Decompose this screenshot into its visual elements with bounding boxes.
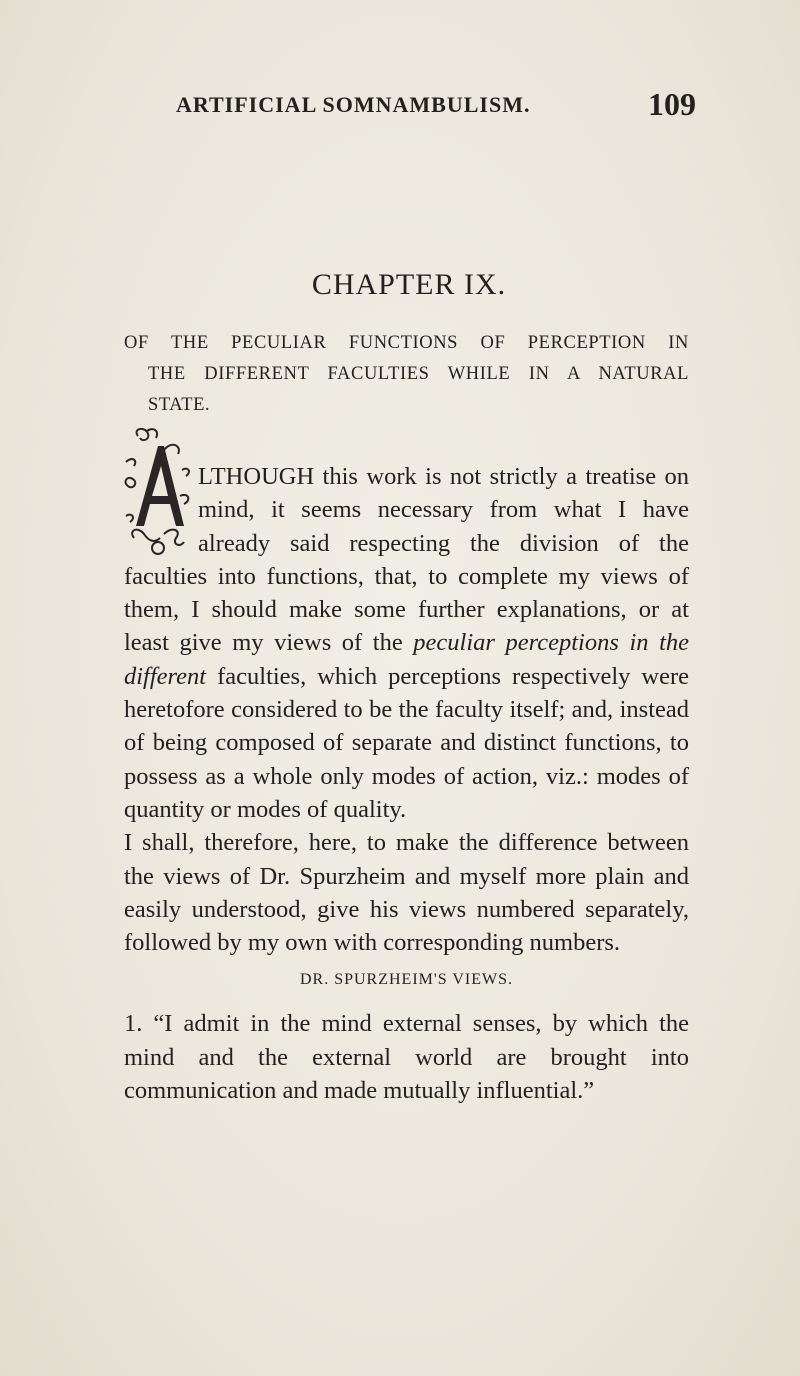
paragraph-1-text-a: LTHOUGH this work is not strictly a treatise on mind, it seems necessary from what I have already said respecting the division of the faculties into functions, that, to complete my views of them, I should make some further explanations, or at least give my views of the — [124, 463, 689, 657]
running-title: ARTIFICIAL SOMNAMBULISM. — [176, 92, 531, 117]
chapter-subtitle-line-3: STATE. — [148, 395, 211, 415]
page-number: 109 — [648, 86, 696, 122]
paragraph-1-italic: peculiar perceptions in the different — [124, 629, 690, 690]
body-text — [124, 460, 689, 1107]
paragraph-2: I shall, therefore, here, to make the difference between the views of Dr. Spurzheim and myself more plain and easily understood, give his views numbered separately, followed by my own with corresponding numbers. — [124, 829, 689, 957]
ornamental-drop-cap-icon — [124, 426, 194, 556]
running-head — [176, 86, 696, 132]
chapter-subtitle-line-2: THE DIFFERENT FACULTIES WHILE IN A NATURAL — [148, 364, 689, 384]
chapter-subtitle — [124, 328, 689, 421]
chapter-subtitle-line-1: OF THE PECULIAR FUNCTIONS OF PERCEPTION IN — [124, 333, 689, 353]
paragraph-3: 1. “I admit in the mind external senses, by which the mind and the external world are brought into communication and made mutually influential.” — [124, 1010, 689, 1105]
paragraph-1-text-b: faculties, which perceptions respectively were heretofore considered to be the faculty itself; and, instead of being composed of separate and distinct functions, to possess as a whole only modes of action, viz.: modes of quantity or modes of quality. — [124, 662, 689, 823]
chapter-title: CHAPTER IX. — [311, 268, 507, 301]
section-heading: DR. SPURZHEIM'S VIEWS. — [299, 971, 514, 989]
paragraph-1 — [124, 460, 689, 826]
